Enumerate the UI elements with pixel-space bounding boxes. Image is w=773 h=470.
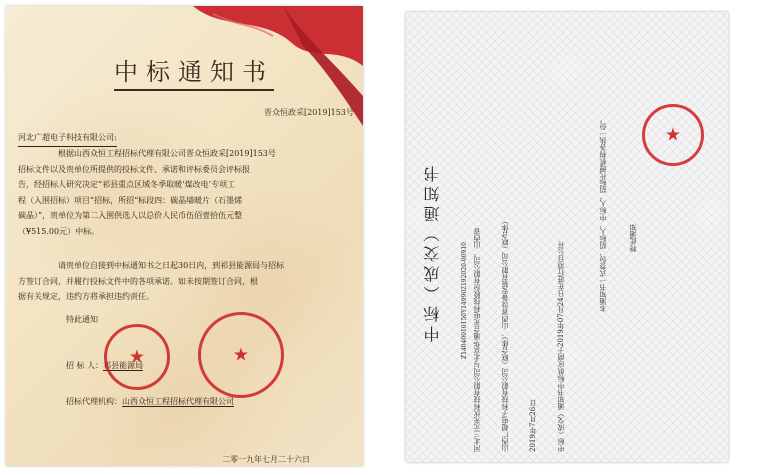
agency-row [66,394,234,410]
notice-number: Z14040010150Y149902192020-00910 [461,242,468,360]
body2-line: 方签订合同，并履行投标文件中的各项承诺。如未按期签订合同，根 [18,276,258,286]
tenderer-label: 招 标 人： [66,361,104,370]
procurement-center-seal [642,104,704,166]
issue-date: 二零一九年七月二十六日 [222,455,310,464]
text-column: 本通知书一式叁份，招标人、中标人、招标代理机构各执一份。 [599,116,607,312]
body-line: 告，经招标人研究决定“祁县重点区域冬季取暖‘煤改电’专项工 [18,180,236,190]
document-number: 晋众恒政采[2019]153号 [264,108,354,117]
agency-seal [198,312,284,398]
agency-name: 山西众恒工程招标代理有限公司 [122,397,234,406]
left-award-notice [6,6,363,466]
seal-star-icon: ★ [232,344,250,366]
special-notice: 特此通知 [66,315,98,324]
seal-star-icon: ★ [664,124,682,146]
notice-body-2 [18,258,348,305]
tenderer-name: 祁县能源局 [103,361,144,370]
right-award-notice [406,12,728,462]
text-column: 特此通知 [629,224,637,252]
text-column: 山西广超电子科技有限公司（联合体）、山西省设备安装有限公司（联合体） [501,217,509,452]
seal-star-icon: ★ [128,346,146,368]
agency-label: 招标代理机构： [66,397,122,406]
body-line-amount: （¥515.00元）中标。 [18,226,100,236]
notice-title-rotated: 中标（成交）通知书 [423,162,442,342]
text-column: 河北三元光伏科技有限公司与北京华通合光电科技股份有限公司、山西省 [473,228,481,452]
body2-line: 请贵单位自接到中标通知书之日起30日内，到祁县能源局与招标 [58,261,285,270]
body2-line: 据有关规定，违约方将承担违约责任。 [18,292,154,302]
text-column: 2019年7月26日 [529,399,537,452]
body-line: 根据山西众恒工程招标代理有限公司晋众恒政采[2019]153号 [58,149,276,158]
recipient-company: 河北广超电子科技有限公司: [18,130,117,147]
text-column: 中标（成交）通知书中标供应商于2019年07月24日在进行项目公开 [557,241,565,452]
body-line: 碳晶）”，贵单位为第二入围供选人以总价人民币伍佰壹拾伍元整 [18,211,243,221]
body-line: 招标文件以及贵单位所提供的投标文件、承诺和评标委员会评标报 [18,164,250,174]
tenderer-seal [104,324,170,390]
notice-title: 中标通知书 [114,52,274,91]
body-line: 程（入围招标）项目”招标，所招“标段四：碳晶墙暖片（石墨烯 [18,195,243,205]
notice-body [18,146,348,240]
